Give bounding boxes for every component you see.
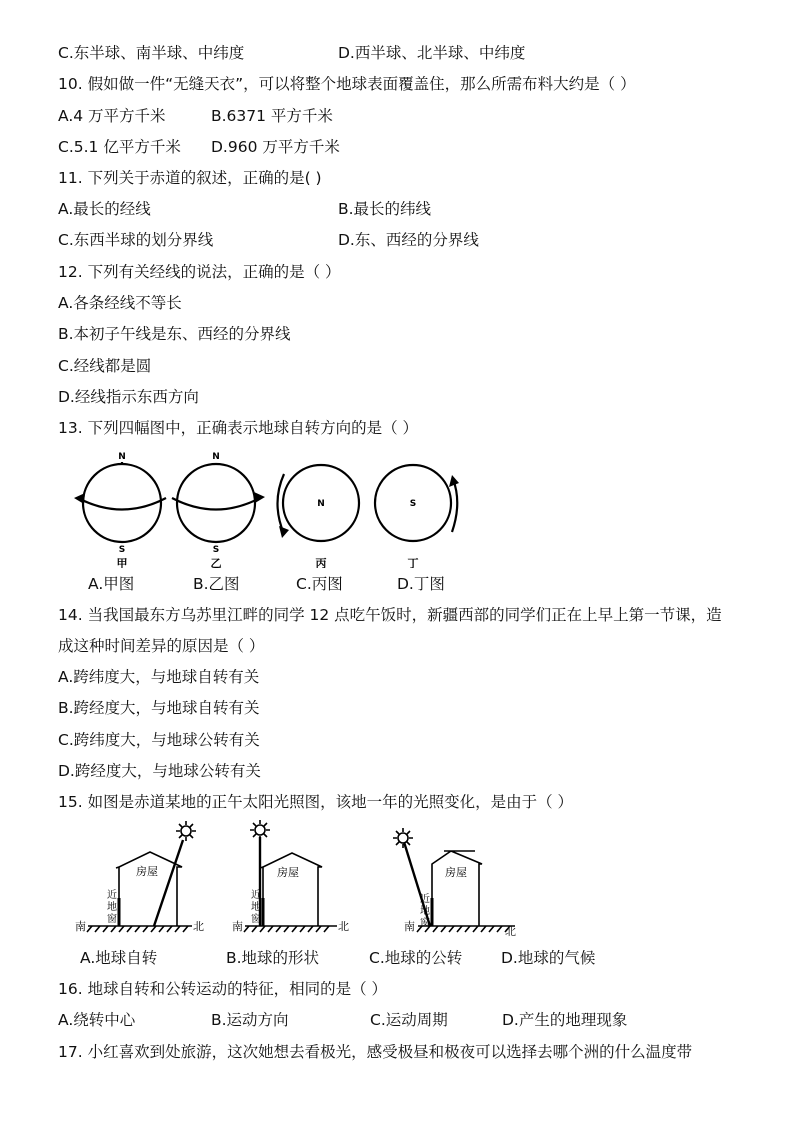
window-label-1-c1: 近 (107, 890, 117, 901)
fig-n-yi: N (212, 452, 220, 462)
q16-option-a: A.绕转中心 (58, 1011, 136, 1029)
q15-option-b: B.地球的形状 (226, 949, 320, 967)
globe-yi (177, 464, 255, 542)
q14-stem-line1: 14. 当我国最东方乌苏里江畔的同学 12 点吃午饭时，新疆西部的同学们正在上早上第一节课，造 (58, 606, 722, 624)
q14-option-a: A.跨纬度大，与地球自转有关 (58, 668, 260, 686)
label-ding: 丁 (407, 557, 419, 568)
globe-jia (83, 464, 161, 542)
q13-earth-rotation-figure (68, 446, 468, 568)
q11-option-d: D.东、西经的分界线 (338, 231, 479, 249)
q12-stem: 12. 下列有关经线的说法，正确的是（ ） (58, 263, 341, 281)
q12-option-c: C.经线都是圆 (58, 357, 152, 375)
label-bing: 丙 (315, 557, 327, 568)
fig-s-yi: S (212, 545, 220, 555)
q13-option-d: D.丁图 (397, 575, 445, 593)
arrow-jia-icon (74, 493, 85, 504)
sun-icon-3 (393, 828, 413, 848)
q16-stem: 16. 地球自转和公转运动的特征，相同的是（ ） (58, 980, 388, 998)
q12-option-d: D.经线指示东西方向 (58, 388, 199, 406)
arrow-yi-icon (254, 492, 265, 503)
window-label-1: 近 地 窗 (107, 890, 117, 925)
q14-option-d: D.跨经度大，与地球公转有关 (58, 762, 261, 780)
house-label-2: 房屋 (277, 866, 299, 879)
q14-stem-line2: 成这种时间差异的原因是（ ） (58, 637, 265, 655)
q16-option-c: C.运动周期 (370, 1011, 448, 1029)
q17-stem: 17. 小红喜欢到处旅游，这次她想去看极光，感受极昼和极夜可以选择去哪个洲的什么温度带 (58, 1043, 693, 1061)
q16-option-d: D.产生的地理现象 (502, 1011, 628, 1029)
q12-option-a: A.各条经线不等长 (58, 294, 182, 312)
q11-option-c: C.东西半球的划分界线 (58, 231, 214, 249)
south-label-2: 南 (232, 920, 243, 933)
q10-option-a: A.4 万平方千米 (58, 107, 166, 125)
q13-option-b: B.乙图 (193, 575, 240, 593)
q13-stem: 13. 下列四幅图中，正确表示地球自转方向的是（ ） (58, 419, 419, 437)
q10-stem: 10. 假如做一件“无缝天衣”，可以将整个地球表面覆盖住，那么所需布料大约是（ ） (58, 75, 636, 93)
q15-option-c: C.地球的公转 (369, 949, 463, 967)
q11-stem: 11. 下列关于赤道的叙述，正确的是( ) (58, 169, 322, 187)
q10-option-b: B.6371 平方千米 (211, 107, 333, 125)
fig-s-jia: S (118, 545, 126, 555)
house-label-3: 房屋 (445, 866, 467, 879)
q9-option-d: D.西半球、北半球、中纬度 (338, 44, 526, 62)
south-label-1: 南 (75, 920, 86, 933)
north-label-1: 北 (193, 920, 204, 933)
q15-sunlight-figure (70, 818, 515, 940)
south-label-3: 南 (404, 920, 415, 933)
q15-option-d: D.地球的气候 (501, 949, 596, 967)
equator-yi (172, 498, 260, 510)
q16-option-b: B.运动方向 (211, 1011, 289, 1029)
arrow-bing-icon (279, 526, 289, 538)
window-label-3: 近 地 窗 (420, 894, 430, 929)
fig-s-ding: S (409, 499, 417, 509)
fig-n-bing: N (317, 499, 325, 509)
q10-option-c: C.5.1 亿平方千米 (58, 138, 181, 156)
house-label-1: 房屋 (136, 865, 158, 878)
equator-jia (78, 498, 166, 510)
q14-option-b: B.跨经度大，与地球自转有关 (58, 699, 260, 717)
q15-stem: 15. 如图是赤道某地的正午太阳光照图，该地一年的光照变化，是由于（ ） (58, 793, 574, 811)
q13-option-c: C.丙图 (296, 575, 343, 593)
sun-icon-2 (250, 820, 270, 840)
arc-ding (452, 479, 457, 532)
q13-option-a: A.甲图 (88, 575, 135, 593)
q15-option-a: A.地球自转 (80, 949, 158, 967)
q14-option-c: C.跨纬度大，与地球公转有关 (58, 731, 260, 749)
sun-icon-1 (176, 821, 196, 841)
label-yi: 乙 (210, 557, 222, 568)
north-label-3: 北 (505, 925, 516, 938)
window-label-2: 近 地 窗 (251, 890, 261, 925)
fig-n-jia: N (118, 452, 126, 462)
q12-option-b: B.本初子午线是东、西经的分界线 (58, 325, 291, 343)
label-jia: 甲 (116, 557, 128, 568)
q10-option-d: D.960 万平方千米 (211, 138, 340, 156)
north-label-2: 北 (338, 920, 349, 933)
q11-option-b: B.最长的纬线 (338, 200, 432, 218)
q9-option-c: C.东半球、南半球、中纬度 (58, 44, 245, 62)
q11-option-a: A.最长的经线 (58, 200, 151, 218)
